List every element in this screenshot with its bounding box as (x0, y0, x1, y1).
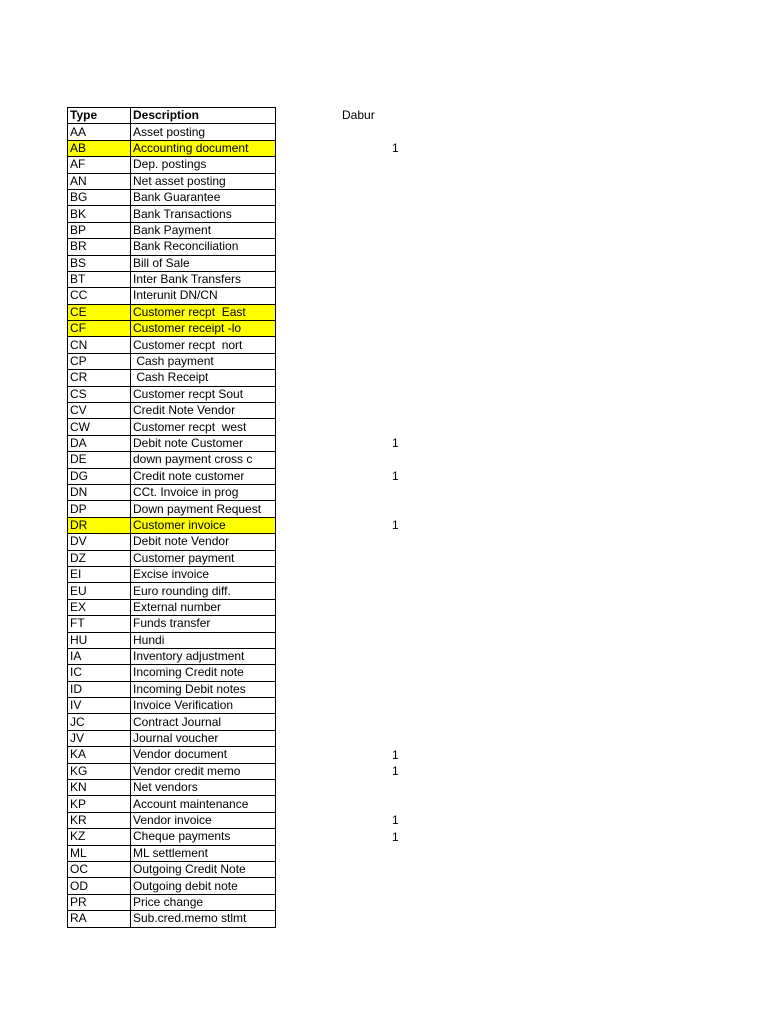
table-row (68, 435, 276, 451)
description-cell: Customer recpt nort (131, 337, 276, 353)
type-code-cell: BR (68, 239, 131, 255)
description-cell: Bank Reconciliation (131, 239, 276, 255)
table-row (68, 419, 276, 435)
table-row (68, 288, 276, 304)
description-cell: External number (131, 599, 276, 615)
table-row (68, 599, 276, 615)
type-code-cell: CP (68, 353, 131, 369)
type-code-cell: DV (68, 534, 131, 550)
description-cell: Customer payment (131, 550, 276, 566)
table-row (68, 566, 276, 582)
description-cell: Account maintenance (131, 796, 276, 812)
description-cell: Excise invoice (131, 566, 276, 582)
type-code-cell: KN (68, 780, 131, 796)
type-code-cell: BG (68, 189, 131, 205)
table-row (68, 861, 276, 877)
type-code-cell: RA (68, 911, 131, 927)
dabur-value-kg: 1 (392, 764, 399, 778)
dabur-value-da: 1 (392, 436, 399, 450)
description-cell: Incoming Credit note (131, 665, 276, 681)
type-code-cell: CW (68, 419, 131, 435)
table-row (68, 173, 276, 189)
table-row (68, 304, 276, 320)
description-cell: Incoming Debit notes (131, 681, 276, 697)
type-code-cell: KG (68, 763, 131, 779)
type-code-cell: BK (68, 206, 131, 222)
type-code-cell: BT (68, 271, 131, 287)
description-cell: Inventory adjustment (131, 648, 276, 664)
type-code-cell: OC (68, 861, 131, 877)
table-row (68, 665, 276, 681)
description-cell: Customer recpt Sout (131, 386, 276, 402)
description-cell: Price change (131, 894, 276, 910)
type-code-cell: DN (68, 484, 131, 500)
table-row (68, 452, 276, 468)
table-row (68, 763, 276, 779)
table-row (68, 353, 276, 369)
type-code-cell: KZ (68, 829, 131, 845)
description-cell: Funds transfer (131, 616, 276, 632)
description-cell: Customer recpt west (131, 419, 276, 435)
description-cell: Vendor invoice (131, 812, 276, 828)
table-row (68, 550, 276, 566)
document-type-sheet (67, 107, 276, 928)
description-cell: Hundi (131, 632, 276, 648)
table-row (68, 484, 276, 500)
type-code-cell: OD (68, 878, 131, 894)
description-cell: Net vendors (131, 780, 276, 796)
type-code-cell: CC (68, 288, 131, 304)
type-code-cell: KA (68, 747, 131, 763)
description-cell: Debit note Customer (131, 435, 276, 451)
table-row (68, 632, 276, 648)
table-row (68, 157, 276, 173)
description-cell: Net asset posting (131, 173, 276, 189)
table-row (68, 271, 276, 287)
description-cell: Interunit DN/CN (131, 288, 276, 304)
table-row (68, 714, 276, 730)
type-code-cell: DA (68, 435, 131, 451)
type-code-cell: IV (68, 698, 131, 714)
description-cell: CCt. Invoice in prog (131, 484, 276, 500)
type-code-cell: EX (68, 599, 131, 615)
description-cell: Bank Guarantee (131, 189, 276, 205)
type-code-cell: BS (68, 255, 131, 271)
type-code-cell: CF (68, 321, 131, 337)
type-code-cell: BP (68, 222, 131, 238)
description-cell: Sub.cred.memo stlmt (131, 911, 276, 927)
table-row (68, 255, 276, 271)
description-cell: Customer receipt -lo (131, 321, 276, 337)
description-cell: Down payment Request (131, 501, 276, 517)
table-row (68, 648, 276, 664)
description-cell: Vendor credit memo (131, 763, 276, 779)
type-code-cell: DG (68, 468, 131, 484)
table-row (68, 534, 276, 550)
table-row (68, 878, 276, 894)
description-cell: Journal voucher (131, 730, 276, 746)
dabur-value-kz: 1 (392, 829, 399, 844)
table-row (68, 222, 276, 238)
type-code-cell: IA (68, 648, 131, 664)
type-code-cell: CE (68, 304, 131, 320)
table-row (68, 812, 276, 828)
dabur-value-kr: 1 (392, 813, 399, 828)
type-code-cell: EI (68, 566, 131, 582)
table-row (68, 583, 276, 599)
description-cell: Cash payment (131, 353, 276, 369)
type-code-cell: ML (68, 845, 131, 861)
description-cell: Cheque payments (131, 829, 276, 845)
description-cell: ML settlement (131, 845, 276, 861)
table-row (68, 321, 276, 337)
type-code-cell: FT (68, 616, 131, 632)
document-type-table (67, 107, 276, 928)
type-code-cell: DR (68, 517, 131, 533)
table-row (68, 517, 276, 533)
description-cell: Contract Journal (131, 714, 276, 730)
table-header-row (68, 108, 276, 124)
type-code-cell: AB (68, 140, 131, 156)
description-cell: Accounting document (131, 140, 276, 156)
description-cell: Asset posting (131, 124, 276, 140)
type-code-cell: DE (68, 452, 131, 468)
type-code-cell: CR (68, 370, 131, 386)
table-row (68, 911, 276, 927)
type-code-cell: PR (68, 894, 131, 910)
type-column-header: Type (68, 108, 131, 124)
table-row (68, 501, 276, 517)
description-cell: Bill of Sale (131, 255, 276, 271)
type-code-cell: CS (68, 386, 131, 402)
type-code-cell: AA (68, 124, 131, 140)
type-code-cell: EU (68, 583, 131, 599)
dabur-value-dr: 1 (392, 518, 399, 532)
dabur-column-header: Dabur (342, 108, 375, 122)
description-cell: Dep. postings (131, 157, 276, 173)
type-code-cell: AF (68, 157, 131, 173)
table-row (68, 780, 276, 796)
table-row (68, 468, 276, 484)
table-row (68, 845, 276, 861)
description-cell: Bank Transactions (131, 206, 276, 222)
table-row (68, 829, 276, 845)
table-row (68, 370, 276, 386)
dabur-value-ka: 1 (392, 747, 399, 762)
type-code-cell: KP (68, 796, 131, 812)
table-row (68, 698, 276, 714)
table-body (68, 124, 276, 927)
description-cell: Bank Payment (131, 222, 276, 238)
type-code-cell: DP (68, 501, 131, 517)
type-code-cell: IC (68, 665, 131, 681)
table-row (68, 124, 276, 140)
description-cell: Customer invoice (131, 517, 276, 533)
table-row (68, 894, 276, 910)
description-cell: Vendor document (131, 747, 276, 763)
description-cell: Inter Bank Transfers (131, 271, 276, 287)
table-row (68, 386, 276, 402)
description-cell: down payment cross c (131, 452, 276, 468)
table-row (68, 681, 276, 697)
table-row (68, 616, 276, 632)
table-row (68, 730, 276, 746)
type-code-cell: CN (68, 337, 131, 353)
description-cell: Credit Note Vendor (131, 403, 276, 419)
description-cell: Cash Receipt (131, 370, 276, 386)
table-row (68, 189, 276, 205)
description-cell: Euro rounding diff. (131, 583, 276, 599)
type-code-cell: AN (68, 173, 131, 189)
dabur-value-dg: 1 (392, 468, 399, 483)
description-cell: Outgoing Credit Note (131, 861, 276, 877)
dabur-value-ab: 1 (392, 140, 399, 155)
table-row (68, 239, 276, 255)
table-row (68, 747, 276, 763)
type-code-cell: ID (68, 681, 131, 697)
description-cell: Outgoing debit note (131, 878, 276, 894)
type-code-cell: JC (68, 714, 131, 730)
table-row (68, 337, 276, 353)
description-cell: Customer recpt East (131, 304, 276, 320)
description-column-header: Description (131, 108, 276, 124)
table-row (68, 140, 276, 156)
type-code-cell: DZ (68, 550, 131, 566)
description-cell: Credit note customer (131, 468, 276, 484)
type-code-cell: KR (68, 812, 131, 828)
table-row (68, 796, 276, 812)
type-code-cell: JV (68, 730, 131, 746)
type-code-cell: CV (68, 403, 131, 419)
type-code-cell: HU (68, 632, 131, 648)
table-row (68, 206, 276, 222)
description-cell: Debit note Vendor (131, 534, 276, 550)
table-row (68, 403, 276, 419)
description-cell: Invoice Verification (131, 698, 276, 714)
